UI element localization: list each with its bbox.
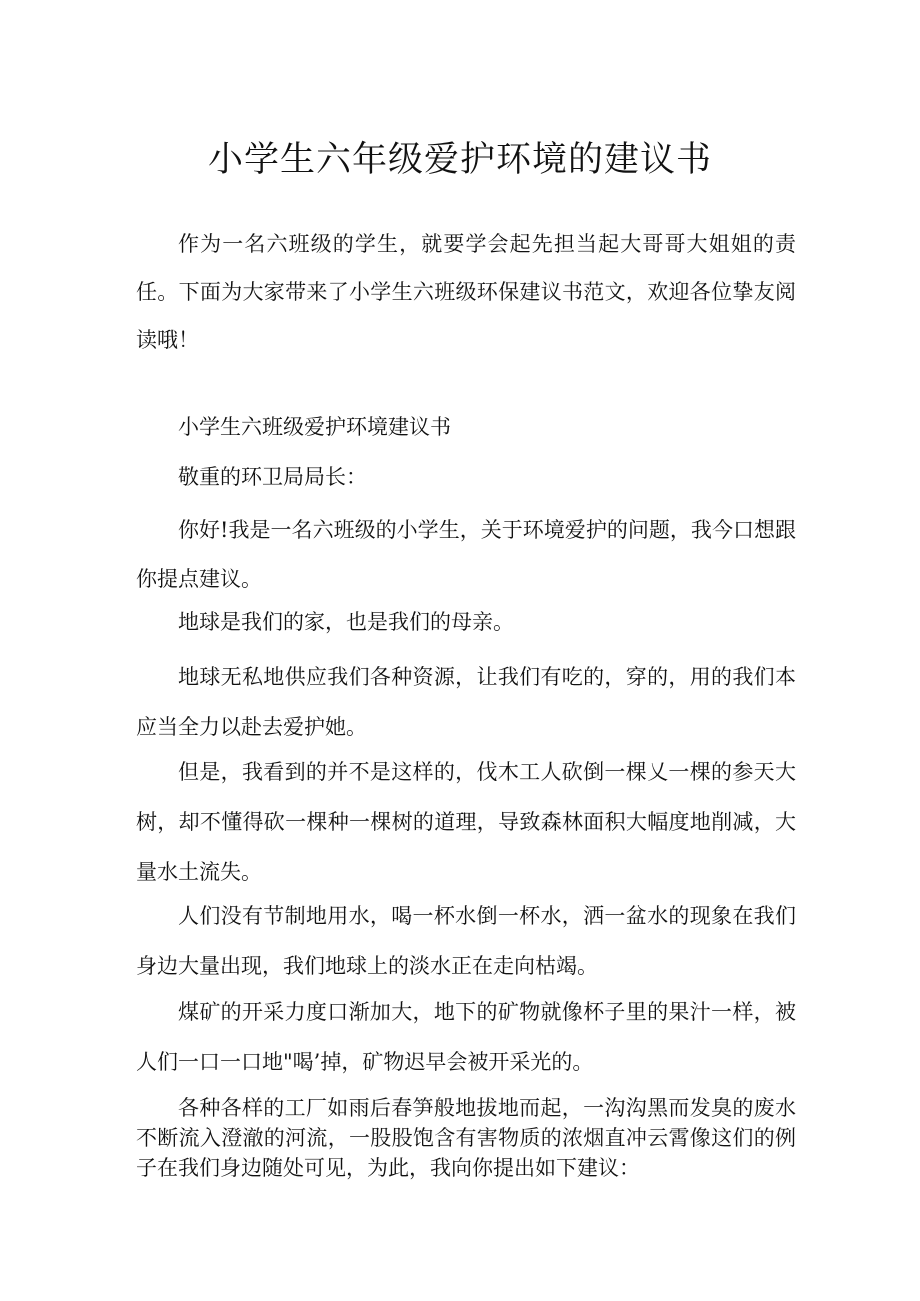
body-paragraph-resources: 地球无私地供应我们各种资源，让我们有吃的，穿的，用的我们本应当全力以赴去爱护她。: [136, 665, 796, 739]
body-paragraph-earth: 地球是我们的家，也是我们的母亲。: [178, 610, 514, 634]
document-title: 小学生六年级爱护环境的建议书: [207, 140, 712, 180]
intro-paragraph: 作为一名六班级的学生，就要学会起先担当起大哥哥大姐姐的责任。下面为大家带来了小学生六班级环保建议书范文，欢迎各位挚友阅读哦！: [136, 232, 796, 352]
letter-heading: 小学生六班级爱护环境建议书: [178, 415, 451, 439]
salutation: 敬重的环卫局局长：: [178, 465, 367, 489]
body-paragraph-coal: 煤矿的开采力度口渐加大，地下的矿物就像杯子里的果汁一样，被人们一口一口地"喝’掉，矿物迟早会被开采光的。: [136, 1000, 796, 1074]
body-paragraph-factories: 各种各样的工厂如雨后春笋般地拔地而起，一沟沟黑而发臭的废水不断流入澄澈的河流，一股股饱含有害物质的浓烟直冲云霄像这们的例子在我们身边随处可见，为此，我向你提出如下建议：: [136, 1096, 796, 1180]
body-paragraph-greeting: 你好!我是一名六班级的小学生，关于环境爱护的问题，我今口想跟你提点建议。: [136, 518, 796, 591]
body-paragraph-trees: 但是，我看到的并不是这样的，伐木工人砍倒一棵乂一棵的参天大树，却不懂得砍一棵种一棵树的道理，导致森林面积大幅度地削减，大量水土流失。: [136, 760, 796, 884]
body-paragraph-water: 人们没有节制地用水，喝一杯水倒一杯水，洒一盆水的现象在我们身边大量出现，我们地球上的淡水正在走向枯竭。: [136, 904, 796, 978]
